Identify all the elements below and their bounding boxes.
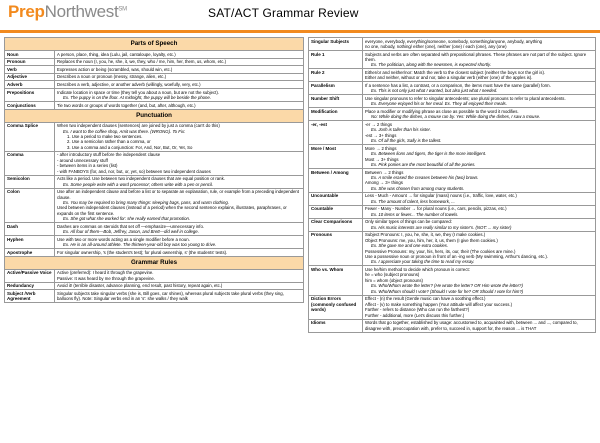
rule-description [55,81,304,89]
section-header-punctuation [5,109,304,122]
rule-line: A person, place, thing, idea (Lulu, jail, cantaloupe, loyalty, etc.) [57,51,176,57]
example-line: Ex. Who/Whom should I vote? (Should I vote for he? OR Should I vote for him?) [371,288,524,294]
rule-line: Affect - (v) to make something happen (Your attitude will affect your success.) [365,301,513,307]
rule-line: Expresses action or being (scrambled, was, should win, etc.) [57,66,173,72]
example-line: Ex. Josh is taller than his sister. [371,127,432,133]
rule-description [55,122,304,151]
rule-description [363,319,596,332]
rule-line: Use singular pronouns to refer to singular antecedents; use plural pronouns to refer to plural antecedents. [365,96,566,101]
rule-line: Describes a verb, adjective, or another adverb (willingly, woefully, very, etc.) [57,81,201,87]
rule-row-countable [309,205,596,218]
rule-line: If a sentence has a list, a contrast, or a comparison, the items must have the same (parallel) form. [365,83,551,88]
rule-row-semicolon [5,175,304,188]
rule-label: Between / Among [309,169,363,193]
example-line: Ex. Between lions and tigers, the tiger is the more intelligent. [371,151,487,157]
rule-line: Subjects and verbs are often separated with prepositional phrases. These phrases are not part of the subject. Ignore them. [365,51,587,62]
rule-row-verb [5,66,304,74]
rule-line: him = whom (object pronouns) [365,277,423,283]
rule-line: Indicate location in space or time (they tell you about a noun, but are not the subject). [57,89,219,95]
rule-line: - with FANBOYS (for, and, nor, but, or, yet, so) between two independent clauses [57,168,211,174]
example-line: Ex. Who/Whom wrote the letter? (He wrote the letter? OR Him wrote the letter?) [371,283,523,289]
rule-line: 1. Use a period to make two sentences. [67,133,143,139]
rule-line: Use he/him method to decide which pronoun is correct: [365,267,470,273]
example-line: No: While doing the dishes, a mouse ran by. Yes: While doing the dishes, I saw a mouse. [371,114,541,120]
rule-line: More → 2 things [365,145,397,151]
rule-description [363,231,596,266]
rule-label: Parallelism [309,82,363,95]
rule-line: Further - additional, more (Let's discuss this further.) [365,312,465,318]
rule-row-rule-1 [309,51,596,69]
right-reference-table [308,37,596,333]
section-header-parts-of-speech [5,38,304,51]
rule-line: Effect - (n) the result (Gentle music can have a soothing effect.) [365,296,486,302]
rule-row-adverb [5,81,304,89]
example-line: Ex. I want to the coffee shop, Amit was there. (WRONG). To Fix: [63,128,186,134]
rule-label: Hyphen [5,236,55,249]
rule-line: Farther - refers to distance (Who can run the farthest?) [365,307,470,313]
rule-row-between-among [309,169,596,193]
example-line: Ex. She got what she worked for: she really earned that promotion. [63,216,191,222]
rule-label: Adverb [5,81,55,89]
example-line: Ex. The amount of talent, less homework, ... [371,198,455,204]
rule-row-prepositions [5,88,304,101]
rule-line: -est → 3+ things [365,132,397,138]
rule-line: Most → 3+ things [365,156,399,162]
rule-description [55,236,304,249]
rule-description [55,290,304,303]
rule-description [55,223,304,236]
rule-line: Possessive Pronouns: my, your, his, hers, its, our, their (The cookies are mine.) [365,248,516,254]
rule-line: no one, nobody, nothing/ either (one), neither (one) / each (one), any (one) [365,44,507,49]
rule-line: When two independent clauses (sentences) are joined by just a comma (can't do this) [57,123,220,129]
rule-line: Avoid it! (terrible disaster, advance planning, end result, past history, repeat again, etc.) [57,283,223,289]
rule-label: Colon [5,188,55,223]
rule-label: Prepositions [5,88,55,101]
rule-row-more-most [309,145,596,169]
rule-label: Idioms [309,319,363,332]
rule-label: Adjective [5,73,55,81]
rule-line: Use after an independent clause and before a list or to separate an explanation, rule, or example from a preceding independent clause. [57,189,299,200]
rule-label: Comma Splice [5,122,55,151]
rule-description [363,82,596,95]
rule-label: Comma [5,151,55,175]
rule-description [363,295,596,319]
rule-row-active-passive-voice [5,269,304,282]
rule-description [55,66,304,74]
rule-description [363,38,596,51]
rule-row-idioms [309,319,596,332]
rule-label: Redundancy [5,282,55,290]
rule-line: - between items in a series (list) [57,163,118,169]
rule-line: he = who (subject pronouns) [365,272,420,278]
rule-row-comma-splice [5,122,304,151]
rule-label: Active/Passive Voice [5,269,55,282]
rule-row-rule-2 [309,69,596,82]
rule-line: Object Pronouns: me, you, him, her, it, us, them (I give them cookies.) [365,237,498,243]
rule-label: -er, -est [309,121,363,145]
example-line: Ex. Some people write with a word processor; others write with a pen or pencil. [63,181,213,187]
rule-line: Either and neither, without or and nor, take a singular verb (either (one) of the apples is). [365,75,533,81]
example-line: Ex. His music interests are really similar to my sister's. (NOT: ... my sister) [371,224,512,230]
rule-line: Subject Pronouns: I, you, he, she, it, we, they (I make cookies.) [365,232,486,238]
rule-row-pronoun [5,58,304,66]
rule-row-redundancy [5,282,304,290]
rule-label: Conjunctions [5,101,55,109]
rule-description [55,58,304,66]
rule-line: Use with two or more words acting as a single modifier before a noun. [57,236,190,242]
rule-description [55,188,304,223]
rule-line: Only similar types of things can be compared: [365,219,452,225]
rule-label: Modification [309,108,363,121]
example-line: Ex. You may be required to bring many things: sleeping bags, pans, and warm clothing. [63,200,229,205]
example-line: Ex. I appreciate your taking the time to read my essay. [371,259,475,265]
rule-description [363,192,596,205]
rule-row-comma [5,151,304,175]
rule-label: Noun [5,51,55,59]
rule-row-uncountable [309,192,596,205]
rule-line: Either/or and neither/nor: Match the verb to the closest subject (neither the boys nor the girl is). [365,70,546,75]
rule-row-hyphen [5,236,304,249]
rule-description [55,151,304,175]
brand-logo: PrepNorthwest℠ [8,2,127,21]
rule-row-adjective [5,73,304,81]
rule-label: Rule 1 [309,51,363,69]
rule-line: Dashes are commas on steroids that set off —emphasize—unnecessary info. [57,223,205,229]
rule-line: Between → 2 things [365,169,404,175]
rule-line: Singular subjects take singular verbs (she is, Bill goes, car shines), whereas plural subjects take plural verbs (they sing, balloons fly). Note: Singular verbs end in an 's': she walks / they walk [57,291,284,302]
rule-description [363,266,596,295]
rule-label: Countable [309,205,363,218]
rule-line: Passive: It was heard by me through the grapevine. [57,275,155,281]
rule-row-apostrophe [5,249,304,257]
rule-line: 3. Use a comma and a conjunction: For, And, Nor, But, Or, Yet, So [67,144,193,150]
rule-line: Place a modifier or modifying phrase as close as possible to the word it modifies. [365,109,519,114]
example-line: Ex. The puppy is on the floor. At midnight, the puppy will be beside the phone. [63,94,212,100]
example-line: Ex. 10 items or fewer... The number of towels. [371,211,459,217]
rule-label: Apostrophe [5,249,55,257]
rule-label: Verb [5,66,55,74]
rule-line: Replaces the noun (I, you, he, she, it, we, they, who / me, him, her, them, us, whom, etc.) [57,59,227,65]
rule-description [363,108,596,121]
rule-line: everyone, everybody, everything/someone, somebody, something/anyone, anybody, anything [365,38,542,44]
rule-description [55,282,304,290]
rule-description [363,218,596,231]
rule-row-noun [5,51,304,59]
rule-line: - after introductory stuff before the independent clause [57,152,161,158]
rule-label: More / Most [309,145,363,169]
example-line: Ex. Pink ponies are the most beautiful of all the ponies. [371,162,476,168]
rule-description [363,169,596,193]
rule-line: For singular ownership, 's (the student's test); for plural ownership, s' (the students' tests). [57,249,228,255]
rule-row-dash [5,223,304,236]
rule-row-clear-comparisons [309,218,596,231]
rule-description [363,69,596,82]
rule-line: Acts like a period. Use between two independent clauses that are equal position or rank. [57,176,225,182]
example-line: Ex. She was chosen from among many students. [371,185,465,191]
rule-label: Semicolon [5,175,55,188]
section-title: Grammar Rules [5,256,304,269]
rule-description [55,249,304,257]
section-title: Parts of Speech [5,38,304,51]
rule-line: 2. Use a semicolon rather than a comma, or [67,139,151,145]
rule-label: Who vs. Whom [309,266,363,295]
rule-line: -er → 2 things [365,122,392,127]
example-line: Ex. She gave me and one extra cookies. [371,243,449,249]
rule-label: Subject /Verb Agreement [5,290,55,303]
rule-label: Diction Errors (commonly confused words) [309,295,363,319]
rule-description [363,205,596,218]
rule-row-parallelism [309,82,596,95]
example-line: Ex. He is an all-around athlete. The thirteen-year-old boy was too young to drive. [63,242,217,248]
header-divider [0,30,600,33]
rule-label: Dash [5,223,55,236]
rule-line: Among → 3+ things [365,180,403,186]
rule-description [55,101,304,109]
rule-label: Uncountable [309,192,363,205]
rule-row-pronouns [309,231,596,266]
example-line: Ex. Of all the girls, Sally is the tallest. [371,138,442,144]
rule-label: Clear Comparisons [309,218,363,231]
example-line: Ex. The politician, along with the newsmen, is expected shortly. [371,62,492,68]
rule-description [55,73,304,81]
rule-description [55,175,304,188]
rule-line: Less - Much - Amount → for singular (mass) nouns (i.e., traffic, love, water, etc.) [365,193,517,199]
example-line: Ex. All four of them—Bob, Jeffrey, Jason, and Brett—did well in college. [63,229,199,235]
rule-line: Used between independent clauses (instead of a period) when the second sentence explains, illustrates, paraphrases, or expands on the first sentence. [57,205,287,216]
rule-row-who-vs-whom [309,266,596,295]
rule-row-number-shift [309,95,596,108]
rule-line: - around unnecessary stuff [57,157,108,163]
rule-line: Tie two words or groups of words together (and, but, after, although, etc.) [57,102,196,108]
rule-description [55,88,304,101]
example-line: Ex. Everyone enjoyed his or her meal. Ex. They all enjoyed their meals. [371,101,507,107]
section-header-grammar-rules [5,256,304,269]
rule-label: Pronoun [5,58,55,66]
example-line: Ex. This is not only just what I wanted, but also just what I needed. [371,88,498,94]
rule-label: Pronouns [309,231,363,266]
section-title: Punctuation [5,109,304,122]
rule-row-singular-subjects [309,38,596,51]
rule-description [55,51,304,59]
left-reference-table [4,37,304,303]
rule-line: Fewer - Many - Number → for plural nouns (i.e., cars, pencils, pizzas, etc.) [365,206,507,212]
page-header [0,0,600,30]
page-title: SAT/ACT Grammar Review [208,6,359,20]
rule-line: Words that go together, established by usage: accustomed to, acquainted with, between ... and ..., compared to, disagree with, preoccupation with, prefer to, succeed in, support for, the reason ... is THAT [365,320,578,331]
rule-line: Active (preferred): I heard it through the grapevine. [57,270,154,276]
example-line: Ex. A smile erased the creases between his (two) brows. [371,175,479,181]
rule-row-conjunctions [5,101,304,109]
rule-line: Describes a noun or pronoun (messy, strange, alien, etc.) [57,74,167,80]
rule-label: Singular Subjects [309,38,363,51]
rule-label: Rule 2 [309,69,363,82]
rule-row-diction-errors-commonly-confused-words [309,295,596,319]
rule-row-subject-verb-agreement [5,290,304,303]
rule-line: Use a possessive noun or pronoun in front of an -ing verb (My swimming, Arthur's dancing, etc.). [365,254,549,260]
rule-row-er-est [309,121,596,145]
rule-row-colon [5,188,304,223]
rule-description [363,145,596,169]
rule-row-modification [309,108,596,121]
rule-description [363,95,596,108]
rule-description [363,121,596,145]
rule-description [363,51,596,69]
rule-description [55,269,304,282]
rule-label: Number Shift [309,95,363,108]
